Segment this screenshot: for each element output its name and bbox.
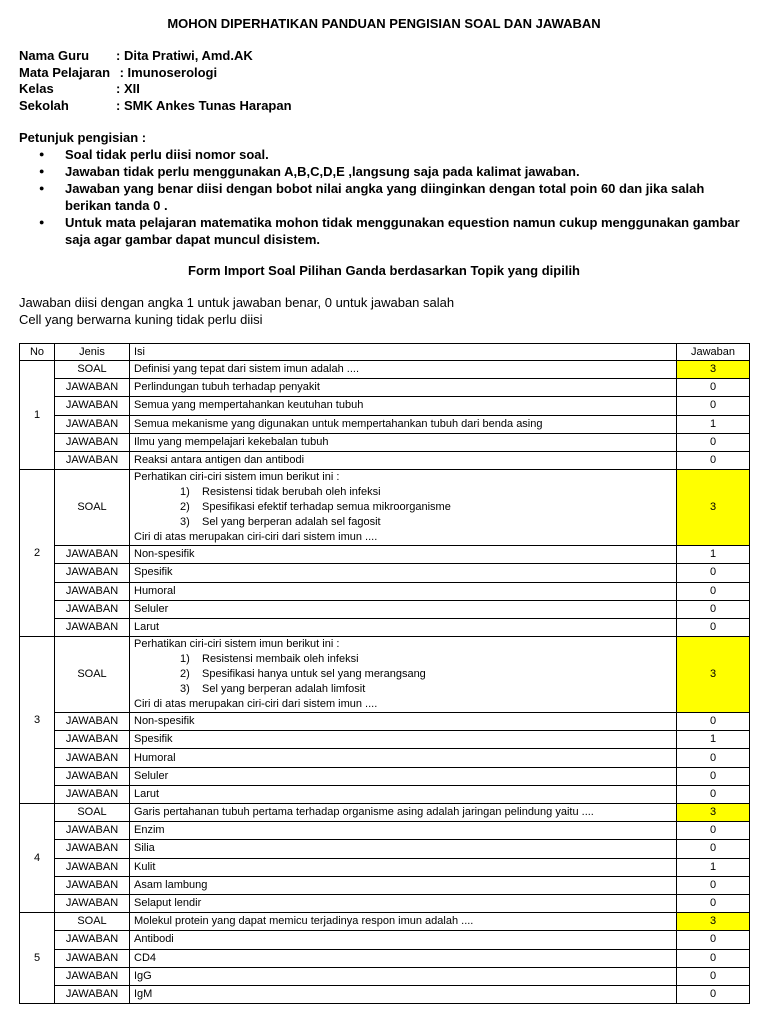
answer-score: 0 bbox=[677, 397, 750, 415]
row-type: JAWABAN bbox=[55, 731, 130, 749]
table-body bbox=[20, 361, 750, 1004]
instructions bbox=[19, 129, 747, 248]
answer-score: 0 bbox=[677, 749, 750, 767]
answer-score: 0 bbox=[677, 822, 750, 840]
answer-score: 0 bbox=[677, 931, 750, 949]
row-type: SOAL bbox=[55, 913, 130, 931]
header-isi: Isi bbox=[130, 344, 677, 361]
note-line: Cell yang berwarna kuning tidak perlu diisi bbox=[19, 312, 263, 327]
answer-score: 0 bbox=[677, 967, 750, 985]
row-type: JAWABAN bbox=[55, 582, 130, 600]
instruction-item: ● Soal tidak perlu diisi nomor soal. bbox=[19, 146, 747, 163]
answer-text: Humoral bbox=[130, 582, 677, 600]
row-type: JAWABAN bbox=[55, 858, 130, 876]
question-outro: Ciri di atas merupakan ciri-ciri dari sistem imun .... bbox=[134, 698, 378, 711]
row-type: JAWABAN bbox=[55, 433, 130, 451]
answer-text: Larut bbox=[130, 785, 677, 803]
answer-text: Silia bbox=[130, 840, 677, 858]
info-value: : SMK Ankes Tunas Harapan bbox=[116, 97, 292, 113]
question-point bbox=[134, 515, 672, 530]
question-outro: Ciri di atas merupakan ciri-ciri dari sistem imun .... bbox=[134, 531, 378, 544]
info-row-guru bbox=[19, 48, 292, 65]
form-title: Form Import Soal Pilihan Ganda berdasarkan Topik yang dipilih bbox=[188, 263, 580, 278]
answer-text: Semua yang mempertahankan keutuhan tubuh bbox=[130, 397, 677, 415]
header-no: No bbox=[20, 344, 55, 361]
point-text: Resistensi tidak berubah oleh infeksi bbox=[202, 486, 381, 499]
answer-row bbox=[20, 415, 750, 433]
note-line: Jawaban diisi dengan angka 1 untuk jawaban benar, 0 untuk jawaban salah bbox=[19, 295, 455, 310]
answer-text: Spesifik bbox=[130, 731, 677, 749]
answer-score: 1 bbox=[677, 415, 750, 433]
question-text bbox=[130, 637, 677, 713]
point-number: 3) bbox=[180, 683, 190, 696]
row-type: JAWABAN bbox=[55, 985, 130, 1003]
answer-text: CD4 bbox=[130, 949, 677, 967]
point-text: Spesifikasi hanya untuk sel yang merangsang bbox=[202, 668, 426, 681]
question-score: 3 bbox=[677, 804, 750, 822]
answer-row bbox=[20, 894, 750, 912]
answer-row bbox=[20, 379, 750, 397]
soal-row bbox=[20, 361, 750, 379]
answer-text: Reaksi antara antigen dan antibodi bbox=[130, 451, 677, 469]
instruction-item: ● Jawaban yang benar diisi dengan bobot nilai angka yang diinginkan dengan total poin 60 dan jika salah berikan tanda 0 . bbox=[19, 180, 747, 214]
answer-score: 0 bbox=[677, 618, 750, 636]
answer-text: Ilmu yang mempelajari kekebalan tubuh bbox=[130, 433, 677, 451]
header-jawaban: Jawaban bbox=[677, 344, 750, 361]
answer-text: Enzim bbox=[130, 822, 677, 840]
point-number: 1) bbox=[180, 486, 190, 499]
question-table bbox=[19, 343, 750, 1004]
info-row-kelas bbox=[19, 81, 292, 98]
answer-text: Non-spesifik bbox=[130, 546, 677, 564]
info-value: : XII bbox=[116, 81, 140, 96]
info-label: Mata Pelajaran bbox=[19, 64, 111, 80]
answer-row bbox=[20, 600, 750, 618]
point-text: Resistensi membaik oleh infeksi bbox=[202, 653, 359, 666]
row-type: JAWABAN bbox=[55, 397, 130, 415]
soal-row bbox=[20, 637, 750, 713]
answer-text: Seluler bbox=[130, 600, 677, 618]
info-row-mapel bbox=[19, 65, 292, 82]
info-label: Nama Guru bbox=[19, 48, 90, 63]
answer-score: 0 bbox=[677, 840, 750, 858]
question-score: 3 bbox=[677, 361, 750, 379]
info-row-sekolah bbox=[19, 98, 292, 115]
answer-score: 0 bbox=[677, 767, 750, 785]
question-number: 3 bbox=[20, 637, 55, 804]
answer-score: 0 bbox=[677, 433, 750, 451]
point-text: Sel yang berperan adalah sel fagosit bbox=[202, 516, 381, 529]
row-type: JAWABAN bbox=[55, 379, 130, 397]
question-intro: Perhatikan ciri-ciri sistem imun berikut ini : bbox=[134, 471, 340, 484]
row-type: JAWABAN bbox=[55, 785, 130, 803]
question-text bbox=[130, 470, 677, 546]
point-number: 2) bbox=[180, 668, 190, 681]
row-type: JAWABAN bbox=[55, 749, 130, 767]
answer-score: 0 bbox=[677, 379, 750, 397]
answer-score: 0 bbox=[677, 564, 750, 582]
answer-row bbox=[20, 546, 750, 564]
answer-score: 1 bbox=[677, 731, 750, 749]
row-type: SOAL bbox=[55, 470, 130, 546]
answer-text: Non-spesifik bbox=[130, 713, 677, 731]
row-type: JAWABAN bbox=[55, 600, 130, 618]
answer-row bbox=[20, 985, 750, 1003]
answer-score: 0 bbox=[677, 600, 750, 618]
soal-row bbox=[20, 804, 750, 822]
info-label: Kelas bbox=[19, 81, 54, 96]
question-point bbox=[134, 500, 672, 515]
question-point bbox=[134, 485, 672, 500]
question-point bbox=[134, 652, 672, 667]
question-number: 4 bbox=[20, 804, 55, 913]
row-type: JAWABAN bbox=[55, 618, 130, 636]
answer-row bbox=[20, 582, 750, 600]
point-text: Sel yang berperan adalah limfosit bbox=[202, 683, 366, 696]
question-text: Molekul protein yang dapat memicu terjadinya respon imun adalah .... bbox=[130, 913, 677, 931]
question-intro: Perhatikan ciri-ciri sistem imun berikut ini : bbox=[134, 638, 340, 651]
answer-text: IgG bbox=[130, 967, 677, 985]
answer-row bbox=[20, 397, 750, 415]
answer-score: 0 bbox=[677, 894, 750, 912]
answer-text: Semua mekanisme yang digunakan untuk mempertahankan tubuh dari benda asing bbox=[130, 415, 677, 433]
answer-row bbox=[20, 858, 750, 876]
answer-text: Seluler bbox=[130, 767, 677, 785]
question-point bbox=[134, 682, 672, 697]
row-type: JAWABAN bbox=[55, 949, 130, 967]
answer-row bbox=[20, 767, 750, 785]
answer-row bbox=[20, 822, 750, 840]
point-number: 2) bbox=[180, 501, 190, 514]
answer-score: 0 bbox=[677, 985, 750, 1003]
point-number: 1) bbox=[180, 653, 190, 666]
question-number: 2 bbox=[20, 470, 55, 637]
point-number: 3) bbox=[180, 516, 190, 529]
question-text: Definisi yang tepat dari sistem imun adalah .... bbox=[130, 361, 677, 379]
answer-score: 1 bbox=[677, 858, 750, 876]
row-type: JAWABAN bbox=[55, 931, 130, 949]
question-score: 3 bbox=[677, 637, 750, 713]
page-title: MOHON DIPERHATIKAN PANDUAN PENGISIAN SOAL DAN JAWABAN bbox=[167, 16, 601, 31]
answer-row bbox=[20, 618, 750, 636]
answer-row bbox=[20, 931, 750, 949]
notes bbox=[19, 294, 454, 328]
instructions-list bbox=[19, 146, 747, 248]
answer-score: 0 bbox=[677, 876, 750, 894]
instruction-item: ● Jawaban tidak perlu menggunakan A,B,C,D,E ,langsung saja pada kalimat jawaban. bbox=[19, 163, 747, 180]
info-value: : Imunoserologi bbox=[116, 64, 218, 80]
info-label: Sekolah bbox=[19, 97, 69, 113]
row-type: JAWABAN bbox=[55, 767, 130, 785]
answer-row bbox=[20, 967, 750, 985]
question-text: Garis pertahanan tubuh pertama terhadap organisme asing adalah jaringan pelindung yaitu .... bbox=[130, 804, 677, 822]
answer-row bbox=[20, 564, 750, 582]
answer-text: Perlindungan tubuh terhadap penyakit bbox=[130, 379, 677, 397]
instruction-item: ● Untuk mata pelajaran matematika mohon tidak menggunakan equestion namun cukup menggunakan gambar saja agar gambar dapat muncul disistem. bbox=[19, 214, 747, 248]
question-score: 3 bbox=[677, 913, 750, 931]
answer-score: 1 bbox=[677, 546, 750, 564]
answer-score: 0 bbox=[677, 785, 750, 803]
answer-text: Spesifik bbox=[130, 564, 677, 582]
row-type: JAWABAN bbox=[55, 876, 130, 894]
row-type: SOAL bbox=[55, 361, 130, 379]
answer-row bbox=[20, 949, 750, 967]
soal-row bbox=[20, 913, 750, 931]
answer-row bbox=[20, 713, 750, 731]
answer-row bbox=[20, 840, 750, 858]
row-type: JAWABAN bbox=[55, 967, 130, 985]
row-type: SOAL bbox=[55, 637, 130, 713]
answer-score: 0 bbox=[677, 949, 750, 967]
answer-text: Kulit bbox=[130, 858, 677, 876]
question-number: 5 bbox=[20, 913, 55, 1004]
teacher-info bbox=[19, 48, 292, 114]
answer-row bbox=[20, 876, 750, 894]
row-type: JAWABAN bbox=[55, 564, 130, 582]
answer-text: Humoral bbox=[130, 749, 677, 767]
answer-text: IgM bbox=[130, 985, 677, 1003]
answer-text: Antibodi bbox=[130, 931, 677, 949]
answer-row bbox=[20, 731, 750, 749]
row-type: JAWABAN bbox=[55, 894, 130, 912]
point-text: Spesifikasi efektif terhadap semua mikroorganisme bbox=[202, 501, 451, 514]
answer-score: 0 bbox=[677, 451, 750, 469]
row-type: JAWABAN bbox=[55, 415, 130, 433]
question-point bbox=[134, 667, 672, 682]
answer-score: 0 bbox=[677, 582, 750, 600]
instructions-title: Petunjuk pengisian : bbox=[19, 130, 147, 145]
answer-row bbox=[20, 451, 750, 469]
row-type: JAWABAN bbox=[55, 822, 130, 840]
answer-text: Larut bbox=[130, 618, 677, 636]
row-type: JAWABAN bbox=[55, 451, 130, 469]
answer-row bbox=[20, 749, 750, 767]
row-type: JAWABAN bbox=[55, 713, 130, 731]
answer-row bbox=[20, 433, 750, 451]
info-value: : Dita Pratiwi, Amd.AK bbox=[116, 48, 253, 63]
row-type: SOAL bbox=[55, 804, 130, 822]
answer-text: Selaput lendir bbox=[130, 894, 677, 912]
table-header-row bbox=[20, 344, 750, 361]
answer-row bbox=[20, 785, 750, 803]
question-score: 3 bbox=[677, 470, 750, 546]
answer-score: 0 bbox=[677, 713, 750, 731]
answer-text: Asam lambung bbox=[130, 876, 677, 894]
question-number: 1 bbox=[20, 361, 55, 470]
row-type: JAWABAN bbox=[55, 546, 130, 564]
row-type: JAWABAN bbox=[55, 840, 130, 858]
header-jenis: Jenis bbox=[55, 344, 130, 361]
soal-row bbox=[20, 470, 750, 546]
